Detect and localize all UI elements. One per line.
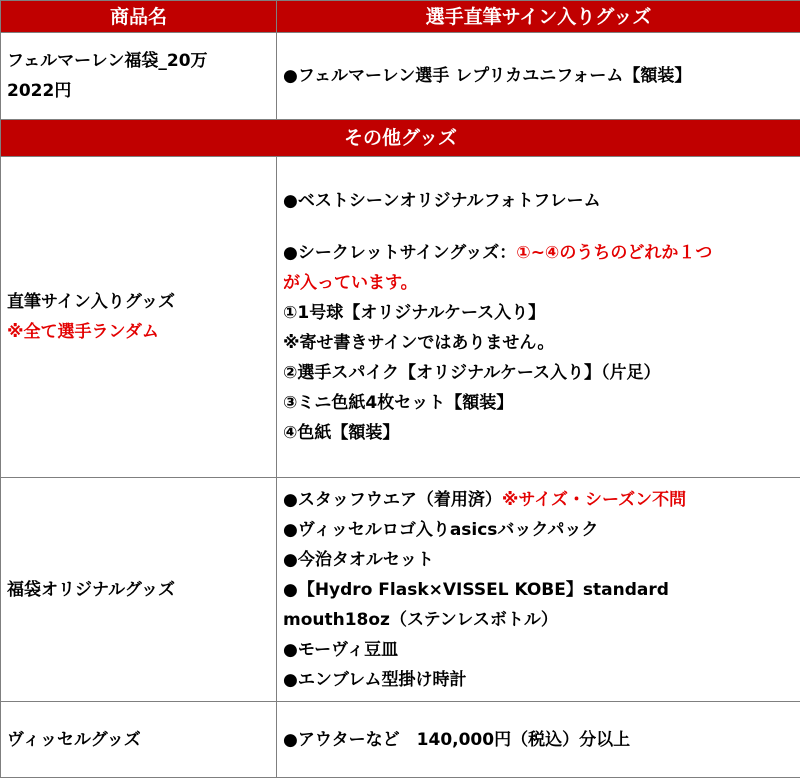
product-name-cell [1,33,277,120]
category-name: 直筆サイン入りグッズ [7,292,175,312]
product-name-line2: 2022円 [7,81,72,101]
list-item [283,238,800,268]
secret-goods-label: ●シークレットサイングッズ： [283,243,517,263]
list-item: ●【Hydro Flask×VISSEL KOBE】standard [283,579,669,600]
list-item: ①1号球【オリジナルケース入り】 [283,303,546,323]
list-item: ●モーヴィ豆皿 [283,639,399,660]
category-cell [1,478,277,702]
list-item: ※寄せ書きサインではありません。 [283,333,555,353]
table-row [1,33,800,120]
items-cell [277,478,800,702]
secret-goods-note-cont: が入っています。 [283,273,418,293]
product-name-line1: フェルマーレン福袋_20万 [7,51,208,71]
signed-item-cell [277,33,800,120]
list-item: ③ミニ色紙4枚セット【額装】 [283,393,514,413]
section-other-goods: その他グッズ [1,120,800,157]
staff-wear-label: ●スタッフウエア（着用済） [283,489,502,510]
category-cell [1,702,277,778]
list-item: ●アウターなど 140,000円（税込）分以上 [283,729,631,750]
table-row [1,157,800,478]
section-header-row [1,120,800,157]
list-item: ●エンブレム型掛け時計 [283,669,467,690]
table-row [1,478,800,702]
category-name: ヴィッセルグッズ [7,729,141,750]
header-product-name: 商品名 [1,1,277,33]
list-item: ②選手スパイク【オリジナルケース入り】（片足） [283,363,661,383]
category-name: 福袋オリジナルグッズ [7,579,175,600]
table-row [1,702,800,778]
list-item: ●ヴィッセルロゴ入りasicsバックパック [283,519,599,540]
list-item: ④色紙【額装】 [283,423,400,443]
signed-item: ●フェルマーレン選手 レプリカユニフォーム【額装】 [283,66,692,86]
list-item [283,485,800,515]
items-cell [277,702,800,778]
items-cell [277,157,800,478]
header-row [1,1,800,33]
list-item: mouth18oz（ステンレスボトル） [283,609,558,630]
category-note: ※全て選手ランダム [7,322,159,342]
list-item: ●今治タオルセット [283,549,434,570]
staff-wear-note: ※サイズ・シーズン不問 [501,489,687,510]
secret-goods-note: ①~④のうちのどれか１つ [516,243,713,263]
category-cell [1,157,277,478]
header-signed-goods: 選手直筆サイン入りグッズ [277,1,800,33]
list-item: ●ベストシーンオリジナルフォトフレーム [283,191,601,211]
